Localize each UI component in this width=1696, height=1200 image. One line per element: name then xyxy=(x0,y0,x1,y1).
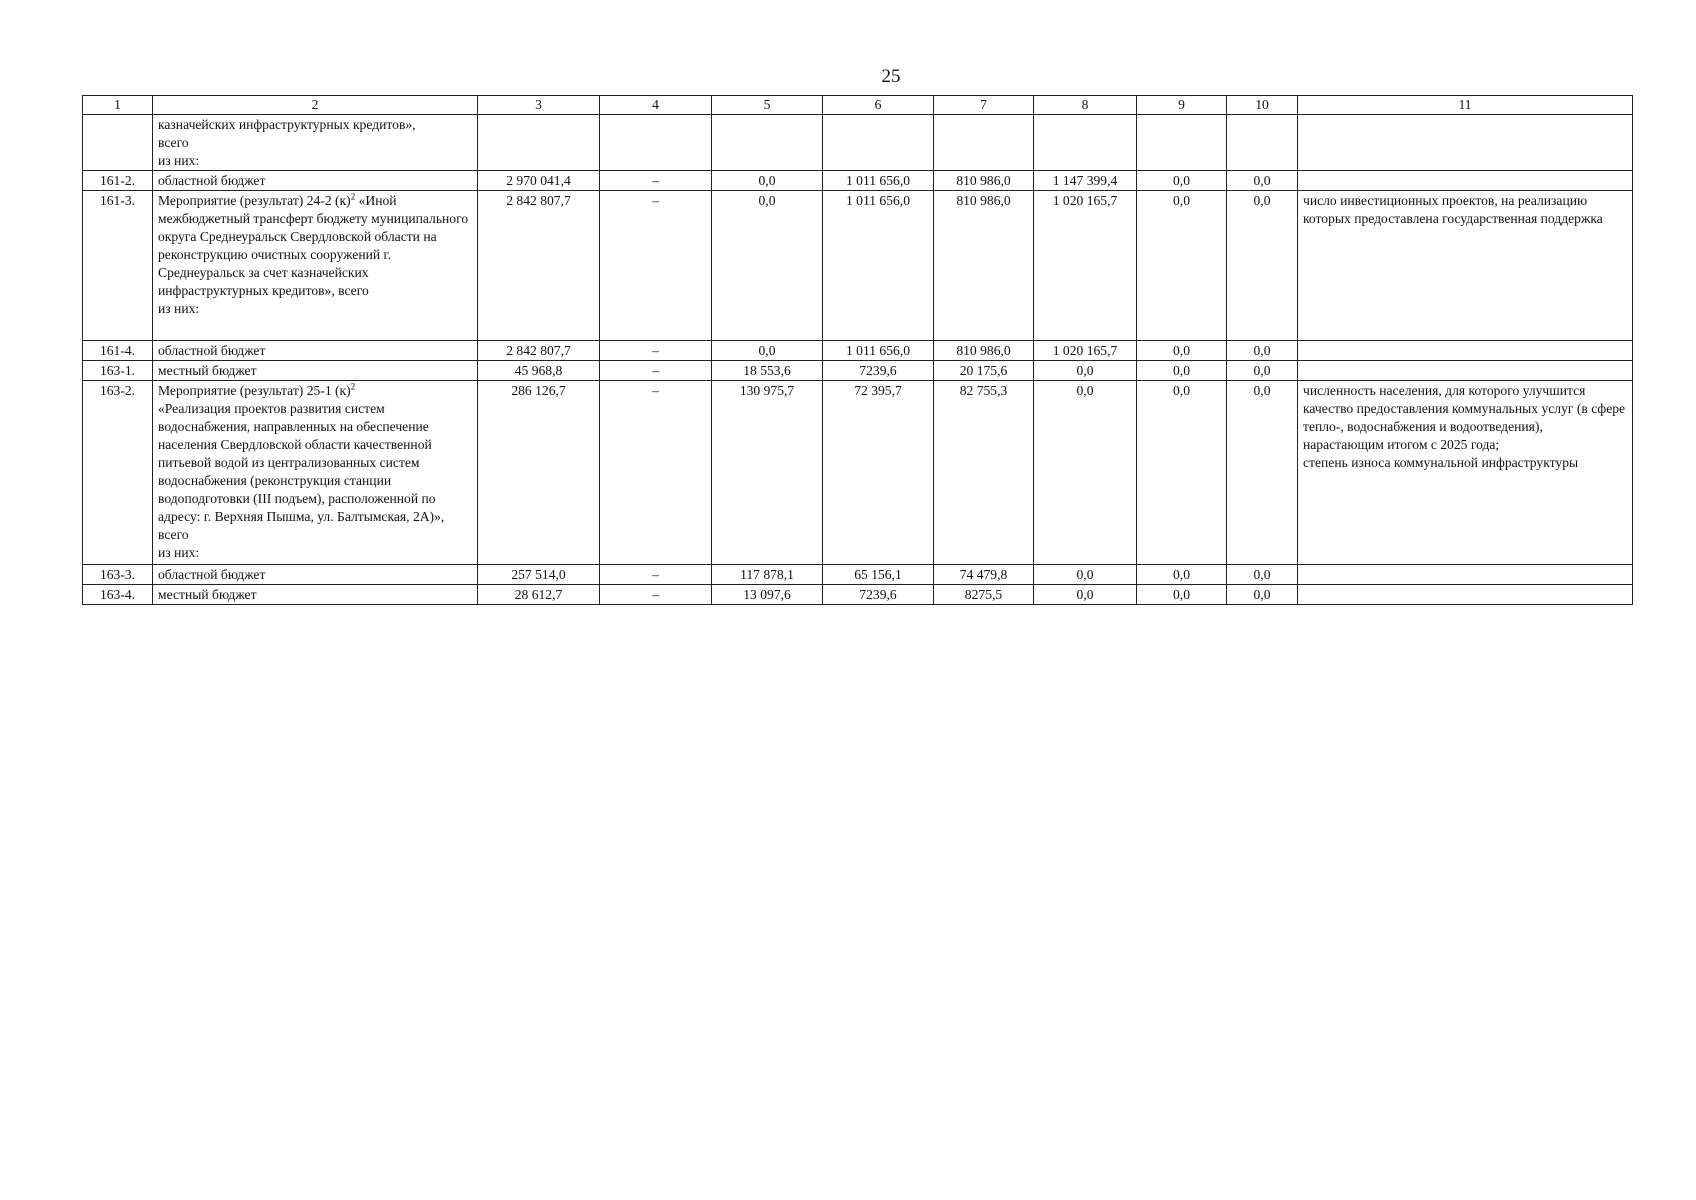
row-number-cell: 161-3. xyxy=(83,191,153,341)
description-cell: казначейских инфраструктурных кредитов», всего из них: xyxy=(153,115,478,171)
header-cell: 5 xyxy=(712,96,823,115)
table-row xyxy=(83,565,1633,585)
indicator-cell xyxy=(1298,341,1633,361)
header-cell: 2 xyxy=(153,96,478,115)
value-cell: 0,0 xyxy=(1034,381,1137,565)
description-cell: областной бюджет xyxy=(153,171,478,191)
indicator-cell xyxy=(1298,585,1633,605)
value-cell: 1 011 656,0 xyxy=(823,171,934,191)
value-cell xyxy=(600,115,712,171)
value-cell: 117 878,1 xyxy=(712,565,823,585)
value-cell: 1 020 165,7 xyxy=(1034,341,1137,361)
row-number-cell: 163-1. xyxy=(83,361,153,381)
row-number-cell xyxy=(83,115,153,171)
indicator-cell xyxy=(1298,171,1633,191)
table-row xyxy=(83,171,1633,191)
description-cell: областной бюджет xyxy=(153,341,478,361)
footnote-marker: 2 xyxy=(350,381,356,392)
value-cell: 0,0 xyxy=(712,171,823,191)
value-cell: 0,0 xyxy=(1227,585,1298,605)
value-cell: 1 147 399,4 xyxy=(1034,171,1137,191)
description-cell: местный бюджет xyxy=(153,585,478,605)
table-row xyxy=(83,341,1633,361)
description-text: Мероприятие (результат) 25-1 (к) xyxy=(158,383,351,398)
value-cell: 18 553,6 xyxy=(712,361,823,381)
header-cell: 11 xyxy=(1298,96,1633,115)
indicator-cell: число инвестиционных проектов, на реализацию которых предоставлена государственная поддержка xyxy=(1298,191,1633,341)
description-continuation: «Реализация проектов развития систем водоснабжения, направленных на обеспечение населения Свердловской области качественной питьевой водой из централизованных систем водоснабжения (реконструкция станции водоподготовки (III подъем), расположенной по адресу: г. Верхняя Пышма, ул. Балтымская, 2А)», всего из них: xyxy=(158,401,445,560)
budget-table xyxy=(82,95,1633,605)
page-number: 25 xyxy=(881,66,901,87)
row-number-cell: 163-4. xyxy=(83,585,153,605)
value-cell xyxy=(934,115,1034,171)
value-cell: 0,0 xyxy=(1034,361,1137,381)
value-cell: 0,0 xyxy=(1137,191,1227,341)
value-cell: 28 612,7 xyxy=(478,585,600,605)
value-cell xyxy=(1227,115,1298,171)
header-cell: 3 xyxy=(478,96,600,115)
value-cell: 0,0 xyxy=(1137,341,1227,361)
value-cell: 1 011 656,0 xyxy=(823,191,934,341)
value-cell: 130 975,7 xyxy=(712,381,823,565)
indicator-cell xyxy=(1298,115,1633,171)
value-cell: 82 755,3 xyxy=(934,381,1034,565)
description-cell xyxy=(153,191,478,341)
value-cell: 0,0 xyxy=(1137,565,1227,585)
value-cell: 0,0 xyxy=(1034,565,1137,585)
value-cell: 2 842 807,7 xyxy=(478,341,600,361)
value-cell: – xyxy=(600,191,712,341)
description-cell: областной бюджет xyxy=(153,565,478,585)
value-cell: 0,0 xyxy=(1137,585,1227,605)
table-row xyxy=(83,361,1633,381)
value-cell: 0,0 xyxy=(712,191,823,341)
value-cell: 74 479,8 xyxy=(934,565,1034,585)
row-number-cell: 161-2. xyxy=(83,171,153,191)
table-row xyxy=(83,191,1633,341)
indicator-cell: численность населения, для которого улучшится качество предоставления коммунальных услуг (в сфере тепло-, водоснабжения и водоотведения), нарастающим итогом с 2025 года; степень износа коммунальной инфраструктуры xyxy=(1298,381,1633,565)
header-cell: 1 xyxy=(83,96,153,115)
value-cell: 2 842 807,7 xyxy=(478,191,600,341)
value-cell: 0,0 xyxy=(1137,361,1227,381)
value-cell: 8275,5 xyxy=(934,585,1034,605)
value-cell: – xyxy=(600,361,712,381)
value-cell: 810 986,0 xyxy=(934,171,1034,191)
value-cell: 20 175,6 xyxy=(934,361,1034,381)
description-cell xyxy=(153,381,478,565)
value-cell: 7239,6 xyxy=(823,585,934,605)
row-number-cell: 163-3. xyxy=(83,565,153,585)
indicator-cell xyxy=(1298,361,1633,381)
value-cell xyxy=(712,115,823,171)
value-cell: 72 395,7 xyxy=(823,381,934,565)
value-cell: – xyxy=(600,565,712,585)
value-cell: 0,0 xyxy=(1227,191,1298,341)
value-cell: – xyxy=(600,585,712,605)
indicator-cell xyxy=(1298,565,1633,585)
value-cell: 810 986,0 xyxy=(934,341,1034,361)
value-cell: – xyxy=(600,171,712,191)
value-cell: 0,0 xyxy=(1034,585,1137,605)
header-cell: 10 xyxy=(1227,96,1298,115)
header-cell: 8 xyxy=(1034,96,1137,115)
value-cell: 1 020 165,7 xyxy=(1034,191,1137,341)
value-cell: 7239,6 xyxy=(823,361,934,381)
row-number-cell: 161-4. xyxy=(83,341,153,361)
header-cell: 7 xyxy=(934,96,1034,115)
row-number-cell: 163-2. xyxy=(83,381,153,565)
value-cell: – xyxy=(600,381,712,565)
value-cell: 0,0 xyxy=(1227,171,1298,191)
value-cell: 0,0 xyxy=(1137,381,1227,565)
description-text: Мероприятие (результат) 24-2 (к) xyxy=(158,193,351,208)
value-cell xyxy=(1137,115,1227,171)
value-cell: 1 011 656,0 xyxy=(823,341,934,361)
value-cell: 2 970 041,4 xyxy=(478,171,600,191)
header-cell: 4 xyxy=(600,96,712,115)
table-row xyxy=(83,115,1633,171)
value-cell: 0,0 xyxy=(712,341,823,361)
value-cell: 13 097,6 xyxy=(712,585,823,605)
description-continuation: «Иной межбюджетный трансферт бюджету муниципального округа Среднеуральск Свердловской области на реконструкцию очистных сооружений г. Среднеуральск за счет казначейских инфраструктурных кредитов», всего из них: xyxy=(158,193,469,316)
value-cell: 257 514,0 xyxy=(478,565,600,585)
value-cell: 286 126,7 xyxy=(478,381,600,565)
value-cell: 65 156,1 xyxy=(823,565,934,585)
footnote-marker: 2 xyxy=(350,191,356,202)
table-row xyxy=(83,381,1633,565)
value-cell xyxy=(1034,115,1137,171)
header-cell: 9 xyxy=(1137,96,1227,115)
value-cell: 0,0 xyxy=(1227,565,1298,585)
description-cell: местный бюджет xyxy=(153,361,478,381)
value-cell: 0,0 xyxy=(1137,171,1227,191)
value-cell: 0,0 xyxy=(1227,381,1298,565)
value-cell: 0,0 xyxy=(1227,341,1298,361)
value-cell xyxy=(478,115,600,171)
table-row xyxy=(83,585,1633,605)
value-cell: – xyxy=(600,341,712,361)
value-cell: 0,0 xyxy=(1227,361,1298,381)
value-cell xyxy=(823,115,934,171)
header-cell: 6 xyxy=(823,96,934,115)
table-header-row xyxy=(83,96,1633,115)
value-cell: 45 968,8 xyxy=(478,361,600,381)
value-cell: 810 986,0 xyxy=(934,191,1034,341)
